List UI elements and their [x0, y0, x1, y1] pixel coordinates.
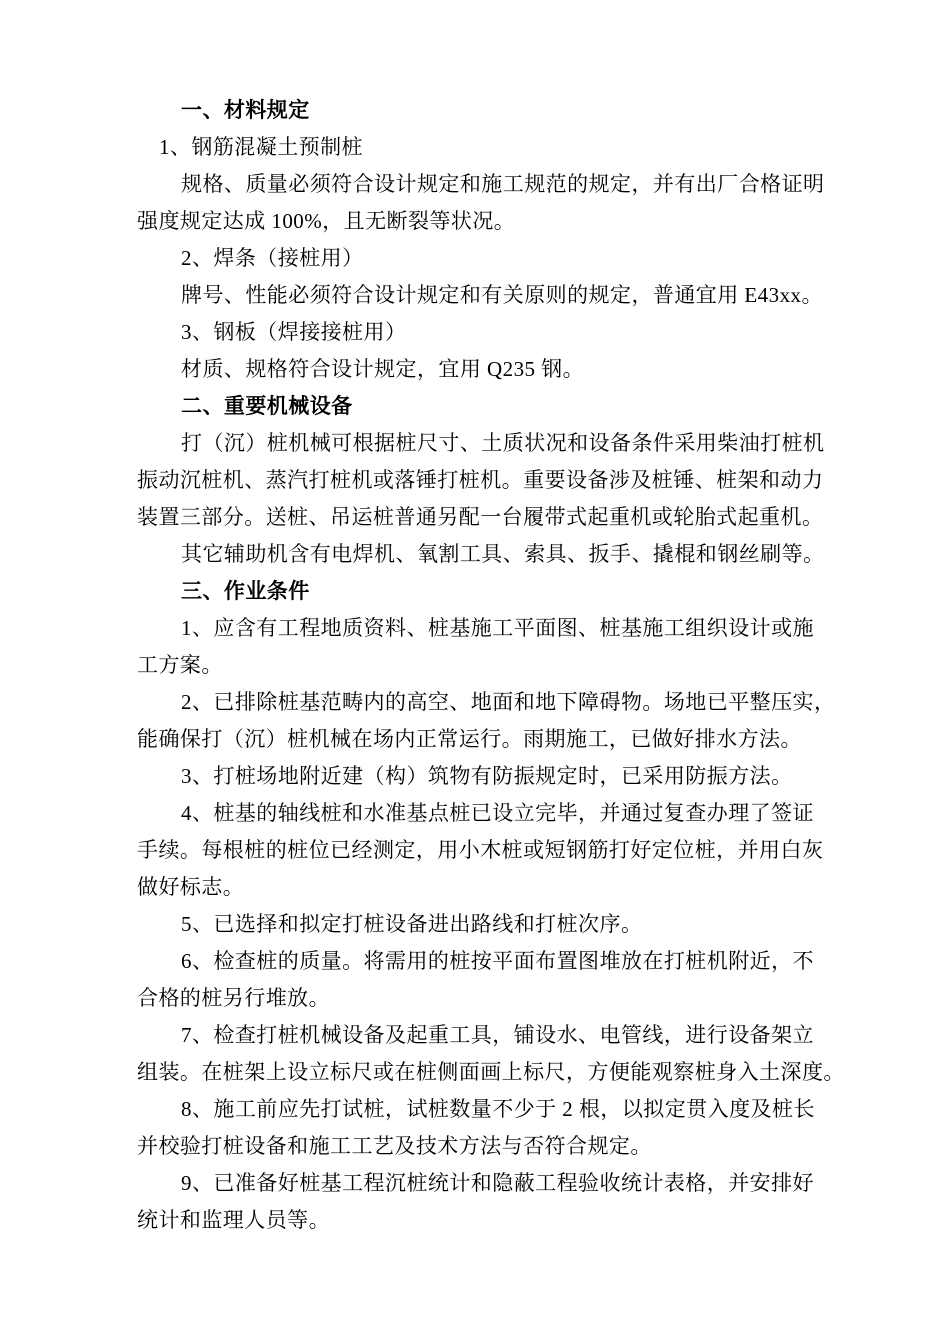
paragraph-line: 做好标志。 — [137, 875, 245, 899]
item-heading-precast-pile: 1、钢筋混凝土预制桩 — [159, 135, 363, 159]
item-heading-welding-rod: 2、焊条（接桩用） — [181, 246, 364, 270]
paragraph-line: 3、打桩场地附近建（构）筑物有防振规定时，已采用防振方法。 — [181, 764, 793, 788]
document-page — [137, 92, 877, 1239]
paragraph-line: 8、施工前应先打试桩，试桩数量不少于 2 根，以拟定贯入度及桩长 — [181, 1097, 815, 1121]
paragraph-line: 振动沉桩机、蒸汽打桩机或落锤打桩机。重要设备涉及桩锤、桩架和动力 — [137, 468, 824, 492]
paragraph-line: 规格、质量必须符合设计规定和施工规范的规定，并有出厂合格证明 — [181, 172, 825, 196]
paragraph-line: 4、桩基的轴线桩和水准基点桩已设立完毕，并通过复查办理了签证 — [181, 801, 814, 825]
paragraph-line: 组装。在桩架上设立标尺或在桩侧面画上标尺，方便能观察桩身入土深度。 — [137, 1060, 845, 1084]
section-heading-materials: 一、材料规定 — [181, 98, 310, 122]
paragraph-line: 6、检查桩的质量。将需用的桩按平面布置图堆放在打桩机附近，不 — [181, 949, 814, 973]
paragraph-line: 5、已选择和拟定打桩设备进出路线和打桩次序。 — [181, 912, 643, 936]
paragraph-line: 并校验打桩设备和施工工艺及技术方法与否符合规定。 — [137, 1134, 652, 1158]
paragraph-line: 1、应含有工程地质资料、桩基施工平面图、桩基施工组织设计或施 — [181, 616, 814, 640]
paragraph-line: 能确保打（沉）桩机械在场内正常运行。雨期施工，已做好排水方法。 — [137, 727, 802, 751]
paragraph-line: 打（沉）桩机械可根据桩尺寸、土质状况和设备条件采用柴油打桩机 — [181, 431, 825, 455]
paragraph-line: 材质、规格符合设计规定，宜用 Q235 钢。 — [181, 357, 585, 381]
paragraph-line: 手续。每根桩的桩位已经测定，用小木桩或短钢筋打好定位桩，并用白灰 — [137, 838, 824, 862]
section-heading-equipment: 二、重要机械设备 — [181, 394, 353, 418]
item-heading-steel-plate: 3、钢板（焊接接桩用） — [181, 320, 407, 344]
paragraph-line: 合格的桩另行堆放。 — [137, 986, 331, 1010]
paragraph-line: 强度规定达成 100%，且无断裂等状况。 — [137, 209, 516, 233]
paragraph-line: 工方案。 — [137, 653, 223, 677]
paragraph-line: 牌号、性能必须符合设计规定和有关原则的规定，普通宜用 E43xx。 — [181, 283, 823, 307]
section-heading-conditions: 三、作业条件 — [181, 579, 310, 603]
paragraph-line: 统计和监理人员等。 — [137, 1208, 331, 1232]
paragraph-line: 9、已准备好桩基工程沉桩统计和隐蔽工程验收统计表格，并安排好 — [181, 1171, 814, 1195]
paragraph-line: 装置三部分。送桩、吊运桩普通另配一台履带式起重机或轮胎式起重机。 — [137, 505, 824, 529]
paragraph-line: 7、检查打桩机械设备及起重工具，铺设水、电管线，进行设备架立 — [181, 1023, 814, 1047]
paragraph-line: 其它辅助机含有电焊机、氧割工具、索具、扳手、撬棍和钢丝刷等。 — [181, 542, 825, 566]
paragraph-line: 2、已排除桩基范畴内的高空、地面和地下障碍物。场地已平整压实， — [181, 690, 836, 714]
